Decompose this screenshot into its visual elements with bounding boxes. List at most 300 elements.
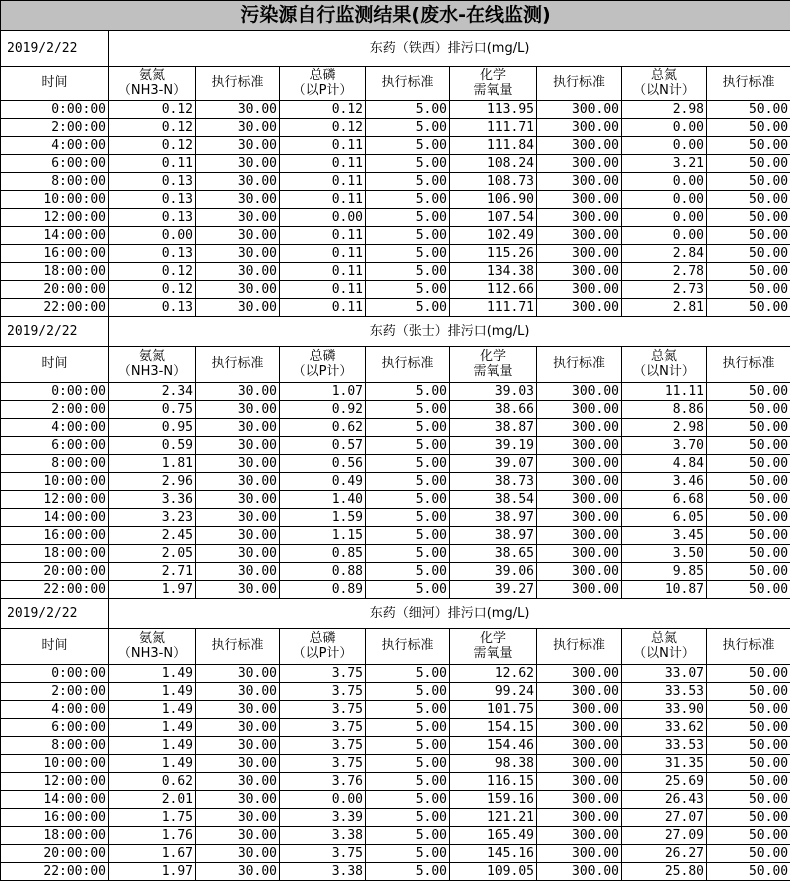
cell-cod-standard: 300.00 <box>537 101 622 119</box>
header-nitrogen-line1: 总氮 <box>624 350 704 365</box>
table-row <box>1 155 790 173</box>
cell-phosphorus-standard: 5.00 <box>366 491 450 509</box>
cell-ammonia: 1.76 <box>109 827 196 845</box>
cell-time: 14:00:00 <box>1 791 109 809</box>
header-standard: 执行标准 <box>366 347 450 383</box>
header-standard: 执行标准 <box>707 347 790 383</box>
cell-phosphorus-standard: 5.00 <box>366 719 450 737</box>
table-row <box>1 563 790 581</box>
cell-ammonia: 0.13 <box>109 299 196 317</box>
header-cod <box>450 67 537 101</box>
header-standard: 执行标准 <box>196 347 280 383</box>
cell-cod-standard: 300.00 <box>537 137 622 155</box>
header-standard: 执行标准 <box>366 629 450 665</box>
header-cod <box>450 347 537 383</box>
cell-nitrogen: 25.69 <box>622 773 707 791</box>
cell-time: 6:00:00 <box>1 719 109 737</box>
cell-phosphorus: 3.75 <box>280 845 366 863</box>
cell-cod: 154.15 <box>450 719 537 737</box>
header-phosphorus-line2: （以P计） <box>282 365 363 380</box>
header-phosphorus <box>280 347 366 383</box>
header-time: 时间 <box>1 347 109 383</box>
cell-ammonia: 1.49 <box>109 665 196 683</box>
cell-cod-standard: 300.00 <box>537 491 622 509</box>
cell-nitrogen: 2.98 <box>622 419 707 437</box>
cell-nitrogen: 11.11 <box>622 383 707 401</box>
cell-ammonia-standard: 30.00 <box>196 419 280 437</box>
cell-ammonia: 0.13 <box>109 245 196 263</box>
table-row <box>1 173 790 191</box>
section-header-row <box>1 317 790 347</box>
cell-nitrogen: 2.84 <box>622 245 707 263</box>
table-row <box>1 863 790 881</box>
cell-ammonia: 0.12 <box>109 101 196 119</box>
cell-phosphorus: 0.11 <box>280 137 366 155</box>
cell-nitrogen-standard: 50.00 <box>707 719 790 737</box>
cell-phosphorus: 0.49 <box>280 473 366 491</box>
cell-nitrogen: 0.00 <box>622 119 707 137</box>
cell-cod: 39.06 <box>450 563 537 581</box>
table-row <box>1 191 790 209</box>
header-time: 时间 <box>1 67 109 101</box>
table-row <box>1 455 790 473</box>
table-row <box>1 101 790 119</box>
section-date: 2019/2/22 <box>1 317 109 347</box>
cell-nitrogen: 0.00 <box>622 227 707 245</box>
cell-nitrogen: 3.46 <box>622 473 707 491</box>
cell-nitrogen-standard: 50.00 <box>707 173 790 191</box>
cell-phosphorus-standard: 5.00 <box>366 119 450 137</box>
cell-cod: 38.87 <box>450 419 537 437</box>
cell-ammonia-standard: 30.00 <box>196 455 280 473</box>
cell-phosphorus: 0.12 <box>280 119 366 137</box>
cell-nitrogen-standard: 50.00 <box>707 863 790 881</box>
cell-nitrogen: 0.00 <box>622 137 707 155</box>
table-row <box>1 383 790 401</box>
cell-nitrogen-standard: 50.00 <box>707 419 790 437</box>
table-row <box>1 773 790 791</box>
cell-ammonia: 0.75 <box>109 401 196 419</box>
cell-phosphorus: 1.07 <box>280 383 366 401</box>
cell-ammonia: 0.13 <box>109 191 196 209</box>
cell-nitrogen-standard: 50.00 <box>707 791 790 809</box>
table-row <box>1 137 790 155</box>
cell-phosphorus-standard: 5.00 <box>366 455 450 473</box>
cell-ammonia-standard: 30.00 <box>196 191 280 209</box>
cell-phosphorus-standard: 5.00 <box>366 773 450 791</box>
cell-time: 20:00:00 <box>1 281 109 299</box>
cell-nitrogen-standard: 50.00 <box>707 755 790 773</box>
cell-nitrogen: 2.81 <box>622 299 707 317</box>
cell-time: 4:00:00 <box>1 701 109 719</box>
cell-ammonia-standard: 30.00 <box>196 827 280 845</box>
cell-ammonia-standard: 30.00 <box>196 581 280 599</box>
cell-ammonia-standard: 30.00 <box>196 281 280 299</box>
table-row <box>1 845 790 863</box>
cell-time: 6:00:00 <box>1 155 109 173</box>
cell-nitrogen: 3.70 <box>622 437 707 455</box>
cell-phosphorus: 0.11 <box>280 227 366 245</box>
cell-phosphorus: 3.76 <box>280 773 366 791</box>
cell-nitrogen-standard: 50.00 <box>707 665 790 683</box>
cell-time: 8:00:00 <box>1 455 109 473</box>
cell-phosphorus-standard: 5.00 <box>366 155 450 173</box>
column-header-row <box>1 629 790 665</box>
cell-phosphorus: 0.11 <box>280 173 366 191</box>
cell-ammonia-standard: 30.00 <box>196 809 280 827</box>
cell-ammonia-standard: 30.00 <box>196 545 280 563</box>
cell-time: 2:00:00 <box>1 401 109 419</box>
cell-ammonia-standard: 30.00 <box>196 509 280 527</box>
cell-time: 8:00:00 <box>1 737 109 755</box>
table-row <box>1 491 790 509</box>
cell-nitrogen-standard: 50.00 <box>707 299 790 317</box>
header-nitrogen-line2: （以N计） <box>624 84 704 99</box>
table-row <box>1 437 790 455</box>
cell-nitrogen: 31.35 <box>622 755 707 773</box>
cell-time: 12:00:00 <box>1 491 109 509</box>
cell-phosphorus: 0.88 <box>280 563 366 581</box>
cell-cod-standard: 300.00 <box>537 419 622 437</box>
cell-cod: 116.15 <box>450 773 537 791</box>
cell-ammonia: 1.97 <box>109 581 196 599</box>
cell-cod: 98.38 <box>450 755 537 773</box>
cell-phosphorus-standard: 5.00 <box>366 383 450 401</box>
cell-ammonia-standard: 30.00 <box>196 491 280 509</box>
cell-ammonia-standard: 30.00 <box>196 155 280 173</box>
cell-nitrogen: 27.07 <box>622 809 707 827</box>
cell-phosphorus-standard: 5.00 <box>366 245 450 263</box>
cell-phosphorus-standard: 5.00 <box>366 527 450 545</box>
table-row <box>1 473 790 491</box>
cell-nitrogen: 0.00 <box>622 191 707 209</box>
cell-nitrogen: 33.53 <box>622 683 707 701</box>
cell-time: 18:00:00 <box>1 827 109 845</box>
cell-nitrogen: 0.00 <box>622 209 707 227</box>
cell-cod-standard: 300.00 <box>537 209 622 227</box>
header-nitrogen-line2: （以N计） <box>624 647 704 662</box>
table-row <box>1 245 790 263</box>
cell-phosphorus-standard: 5.00 <box>366 581 450 599</box>
cell-nitrogen: 3.45 <box>622 527 707 545</box>
header-ammonia-line1: 氨氮 <box>111 632 193 647</box>
cell-phosphorus: 1.40 <box>280 491 366 509</box>
cell-ammonia-standard: 30.00 <box>196 755 280 773</box>
cell-cod: 145.16 <box>450 845 537 863</box>
cell-cod: 99.24 <box>450 683 537 701</box>
cell-nitrogen-standard: 50.00 <box>707 491 790 509</box>
cell-nitrogen-standard: 50.00 <box>707 845 790 863</box>
cell-phosphorus: 3.75 <box>280 683 366 701</box>
table-row <box>1 545 790 563</box>
cell-time: 16:00:00 <box>1 527 109 545</box>
cell-time: 20:00:00 <box>1 563 109 581</box>
cell-time: 2:00:00 <box>1 683 109 701</box>
cell-ammonia-standard: 30.00 <box>196 173 280 191</box>
cell-nitrogen: 2.98 <box>622 101 707 119</box>
table-row <box>1 209 790 227</box>
cell-nitrogen-standard: 50.00 <box>707 545 790 563</box>
cell-phosphorus: 0.11 <box>280 155 366 173</box>
cell-nitrogen-standard: 50.00 <box>707 155 790 173</box>
cell-ammonia: 2.45 <box>109 527 196 545</box>
cell-cod: 165.49 <box>450 827 537 845</box>
cell-phosphorus-standard: 5.00 <box>366 863 450 881</box>
cell-ammonia: 0.12 <box>109 137 196 155</box>
cell-nitrogen-standard: 50.00 <box>707 581 790 599</box>
cell-cod: 107.54 <box>450 209 537 227</box>
header-time: 时间 <box>1 629 109 665</box>
cell-ammonia: 1.97 <box>109 863 196 881</box>
cell-ammonia: 1.67 <box>109 845 196 863</box>
cell-phosphorus: 3.38 <box>280 827 366 845</box>
header-nitrogen-line1: 总氮 <box>624 69 704 84</box>
cell-cod-standard: 300.00 <box>537 155 622 173</box>
cell-ammonia: 2.05 <box>109 545 196 563</box>
header-standard: 执行标准 <box>707 629 790 665</box>
cell-ammonia-standard: 30.00 <box>196 683 280 701</box>
cell-cod-standard: 300.00 <box>537 863 622 881</box>
cell-nitrogen: 9.85 <box>622 563 707 581</box>
cell-ammonia-standard: 30.00 <box>196 119 280 137</box>
cell-nitrogen: 3.21 <box>622 155 707 173</box>
cell-cod-standard: 300.00 <box>537 701 622 719</box>
table-row <box>1 701 790 719</box>
cell-cod: 112.66 <box>450 281 537 299</box>
header-standard: 执行标准 <box>196 67 280 101</box>
cell-nitrogen-standard: 50.00 <box>707 563 790 581</box>
cell-time: 6:00:00 <box>1 437 109 455</box>
cell-phosphorus: 3.39 <box>280 809 366 827</box>
table-body <box>1 1 790 881</box>
cell-nitrogen: 26.27 <box>622 845 707 863</box>
cell-ammonia-standard: 30.00 <box>196 473 280 491</box>
cell-cod-standard: 300.00 <box>537 809 622 827</box>
cell-time: 10:00:00 <box>1 473 109 491</box>
cell-phosphorus-standard: 5.00 <box>366 665 450 683</box>
section-header-row <box>1 599 790 629</box>
section-header-row <box>1 31 790 67</box>
cell-cod: 39.03 <box>450 383 537 401</box>
cell-nitrogen: 4.84 <box>622 455 707 473</box>
header-ammonia <box>109 67 196 101</box>
cell-cod-standard: 300.00 <box>537 263 622 281</box>
cell-cod-standard: 300.00 <box>537 473 622 491</box>
cell-nitrogen-standard: 50.00 <box>707 455 790 473</box>
table-row <box>1 809 790 827</box>
cell-phosphorus-standard: 5.00 <box>366 137 450 155</box>
cell-phosphorus-standard: 5.00 <box>366 281 450 299</box>
cell-ammonia-standard: 30.00 <box>196 845 280 863</box>
header-phosphorus-line2: （以P计） <box>282 84 363 99</box>
cell-cod: 38.97 <box>450 527 537 545</box>
cell-ammonia-standard: 30.00 <box>196 263 280 281</box>
cell-cod-standard: 300.00 <box>537 227 622 245</box>
cell-phosphorus: 0.92 <box>280 401 366 419</box>
cell-cod-standard: 300.00 <box>537 299 622 317</box>
cell-cod: 113.95 <box>450 101 537 119</box>
section-date: 2019/2/22 <box>1 599 109 629</box>
table-row <box>1 509 790 527</box>
header-ammonia <box>109 347 196 383</box>
cell-cod: 106.90 <box>450 191 537 209</box>
cell-phosphorus: 1.15 <box>280 527 366 545</box>
cell-ammonia: 1.81 <box>109 455 196 473</box>
cell-time: 12:00:00 <box>1 209 109 227</box>
cell-nitrogen: 2.78 <box>622 263 707 281</box>
cell-phosphorus: 0.11 <box>280 263 366 281</box>
cell-cod-standard: 300.00 <box>537 545 622 563</box>
cell-cod: 108.73 <box>450 173 537 191</box>
cell-nitrogen-standard: 50.00 <box>707 191 790 209</box>
cell-ammonia: 1.49 <box>109 701 196 719</box>
cell-cod-standard: 300.00 <box>537 527 622 545</box>
cell-phosphorus: 0.12 <box>280 101 366 119</box>
outlet-name: 东药（张士）排污口(mg/L) <box>109 317 790 347</box>
cell-ammonia: 0.13 <box>109 209 196 227</box>
cell-ammonia-standard: 30.00 <box>196 383 280 401</box>
cell-nitrogen-standard: 50.00 <box>707 527 790 545</box>
table-row <box>1 665 790 683</box>
cell-phosphorus-standard: 5.00 <box>366 701 450 719</box>
cell-phosphorus: 0.89 <box>280 581 366 599</box>
header-standard: 执行标准 <box>707 67 790 101</box>
header-phosphorus-line2: （以P计） <box>282 647 363 662</box>
cell-phosphorus-standard: 5.00 <box>366 791 450 809</box>
cell-ammonia-standard: 30.00 <box>196 701 280 719</box>
header-cod-line1: 化学 <box>452 350 534 365</box>
cell-nitrogen: 33.62 <box>622 719 707 737</box>
title-row <box>1 1 790 31</box>
cell-nitrogen: 6.68 <box>622 491 707 509</box>
header-nitrogen <box>622 67 707 101</box>
cell-cod-standard: 300.00 <box>537 737 622 755</box>
cell-ammonia: 1.49 <box>109 737 196 755</box>
header-standard: 执行标准 <box>196 629 280 665</box>
cell-phosphorus-standard: 5.00 <box>366 401 450 419</box>
header-nitrogen-line1: 总氮 <box>624 632 704 647</box>
cell-ammonia: 0.62 <box>109 773 196 791</box>
cell-ammonia: 0.12 <box>109 119 196 137</box>
cell-ammonia: 0.11 <box>109 155 196 173</box>
header-cod-line2: 需氧量 <box>452 84 534 99</box>
cell-nitrogen: 8.86 <box>622 401 707 419</box>
cell-ammonia: 3.36 <box>109 491 196 509</box>
cell-ammonia: 1.49 <box>109 719 196 737</box>
cell-time: 10:00:00 <box>1 191 109 209</box>
cell-cod: 38.54 <box>450 491 537 509</box>
cell-time: 8:00:00 <box>1 173 109 191</box>
cell-cod-standard: 300.00 <box>537 401 622 419</box>
cell-nitrogen-standard: 50.00 <box>707 737 790 755</box>
cell-cod-standard: 300.00 <box>537 581 622 599</box>
cell-cod-standard: 300.00 <box>537 119 622 137</box>
table-row <box>1 119 790 137</box>
cell-ammonia-standard: 30.00 <box>196 719 280 737</box>
cell-cod: 111.71 <box>450 119 537 137</box>
cell-cod: 38.66 <box>450 401 537 419</box>
section-date: 2019/2/22 <box>1 31 109 67</box>
cell-ammonia-standard: 30.00 <box>196 527 280 545</box>
cell-phosphorus-standard: 5.00 <box>366 263 450 281</box>
cell-phosphorus: 3.75 <box>280 701 366 719</box>
cell-phosphorus-standard: 5.00 <box>366 191 450 209</box>
header-ammonia-line1: 氨氮 <box>111 69 193 84</box>
cell-nitrogen-standard: 50.00 <box>707 227 790 245</box>
cell-cod: 111.84 <box>450 137 537 155</box>
cell-nitrogen: 33.07 <box>622 665 707 683</box>
cell-cod: 38.73 <box>450 473 537 491</box>
header-nitrogen-line2: （以N计） <box>624 365 704 380</box>
cell-time: 4:00:00 <box>1 137 109 155</box>
cell-nitrogen: 25.80 <box>622 863 707 881</box>
table-row <box>1 299 790 317</box>
cell-phosphorus: 1.59 <box>280 509 366 527</box>
cell-cod: 111.71 <box>450 299 537 317</box>
cell-cod-standard: 300.00 <box>537 245 622 263</box>
cell-phosphorus-standard: 5.00 <box>366 299 450 317</box>
cell-nitrogen: 27.09 <box>622 827 707 845</box>
cell-cod-standard: 300.00 <box>537 755 622 773</box>
cell-time: 0:00:00 <box>1 383 109 401</box>
cell-cod-standard: 300.00 <box>537 665 622 683</box>
cell-nitrogen-standard: 50.00 <box>707 101 790 119</box>
cell-nitrogen-standard: 50.00 <box>707 437 790 455</box>
header-ammonia-line2: （NH3-N） <box>111 84 193 99</box>
cell-phosphorus: 0.11 <box>280 299 366 317</box>
cell-phosphorus: 0.57 <box>280 437 366 455</box>
header-cod-line1: 化学 <box>452 632 534 647</box>
cell-ammonia: 0.59 <box>109 437 196 455</box>
cell-nitrogen-standard: 50.00 <box>707 137 790 155</box>
cell-nitrogen-standard: 50.00 <box>707 683 790 701</box>
cell-cod: 12.62 <box>450 665 537 683</box>
cell-nitrogen: 2.73 <box>622 281 707 299</box>
cell-phosphorus: 0.62 <box>280 419 366 437</box>
cell-nitrogen-standard: 50.00 <box>707 401 790 419</box>
cell-phosphorus-standard: 5.00 <box>366 509 450 527</box>
cell-phosphorus: 0.11 <box>280 245 366 263</box>
cell-phosphorus: 3.75 <box>280 665 366 683</box>
cell-nitrogen-standard: 50.00 <box>707 473 790 491</box>
cell-ammonia-standard: 30.00 <box>196 665 280 683</box>
cell-nitrogen-standard: 50.00 <box>707 773 790 791</box>
cell-cod: 159.16 <box>450 791 537 809</box>
header-nitrogen <box>622 629 707 665</box>
cell-time: 14:00:00 <box>1 509 109 527</box>
cell-nitrogen-standard: 50.00 <box>707 827 790 845</box>
cell-cod: 38.97 <box>450 509 537 527</box>
cell-time: 18:00:00 <box>1 545 109 563</box>
header-standard: 执行标准 <box>537 629 622 665</box>
cell-cod: 109.05 <box>450 863 537 881</box>
table-row <box>1 527 790 545</box>
cell-phosphorus-standard: 5.00 <box>366 545 450 563</box>
cell-nitrogen-standard: 50.00 <box>707 509 790 527</box>
cell-nitrogen: 26.43 <box>622 791 707 809</box>
cell-nitrogen: 3.50 <box>622 545 707 563</box>
cell-nitrogen: 0.00 <box>622 173 707 191</box>
cell-phosphorus: 0.11 <box>280 281 366 299</box>
cell-phosphorus: 0.56 <box>280 455 366 473</box>
header-cod-line2: 需氧量 <box>452 365 534 380</box>
table-row <box>1 719 790 737</box>
cell-cod-standard: 300.00 <box>537 383 622 401</box>
cell-phosphorus-standard: 5.00 <box>366 209 450 227</box>
cell-phosphorus-standard: 5.00 <box>366 809 450 827</box>
table-row <box>1 737 790 755</box>
column-header-row <box>1 67 790 101</box>
